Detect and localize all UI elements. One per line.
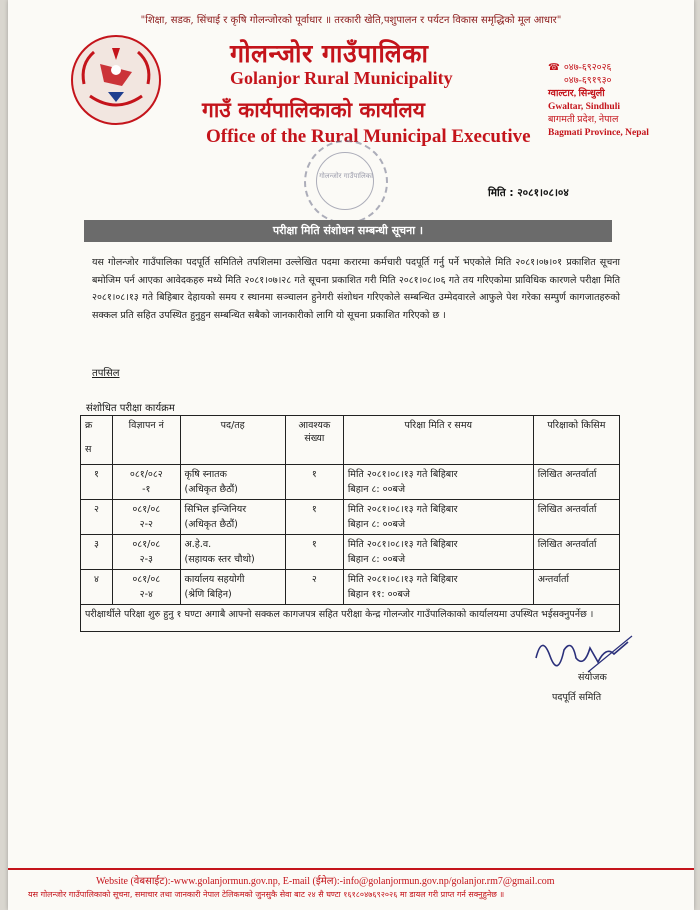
cell-ad-no: ०८१/०८ २-२	[113, 500, 180, 535]
stamp-text: गोलन्जोर गाउँपालिका	[319, 172, 373, 180]
cell-sn: ३	[81, 535, 113, 570]
cell-exam-type: अन्तर्वार्ता	[533, 570, 619, 605]
footer-divider	[8, 868, 694, 870]
footer-contact: Website (वेबसाईट):-www.golanjormun.gov.np, E-mail (ईमेल):-info@golanjormun.gov.np/golanjor.rm7@gmail.com	[96, 876, 555, 887]
stamp-inner-ring	[316, 152, 374, 210]
phone-icon: ☎	[548, 63, 560, 73]
notice-date: मिति : २०८१।०८।०४	[488, 187, 569, 199]
nepal-emblem-icon	[70, 34, 162, 126]
col-datetime: परिक्षा मिति र समय	[343, 416, 533, 465]
notice-body: यस गोलन्जोर गाउँपालिका पदपूर्ति समितिले तपशिलमा उल्लेखित पदमा करारमा कर्मचारी पदपूर्ति गर्नु पर्ने भएकोले मिति २०८१।०७।०१ प्रकाशित सूचना बमोजिम पर्न आएका आवेदकहरु मध्ये मिति २०८१।०७।२८ गते सूचना प्रकाशित गरी मिति २०८१।०८।०६ गते तय गरिएकोमा प्राविधिक कारणले परीक्षा मिति २०८१।०८।१३ गते बिहिबार देहायको समय र स्थानमा सञ्चालन हुनेगरी संशोधन गरिएकोले सम्बन्धित उम्मेदवारले आफुले पेश गरेका सम्पुर्ण कागजातहरुको सक्कल प्रति सहित उपस्थित हुनुहुन सम्बन्धित सबैको जानकारीको लागि यो सूचना प्रकाशित गरिएको छ ।	[92, 257, 620, 321]
cell-count: १	[285, 465, 343, 500]
office-name-english: Office of the Rural Municipal Executive	[206, 126, 531, 147]
schedule-title: संशोधित परीक्षा कार्यक्रम	[86, 403, 175, 414]
cell-sn: २	[81, 500, 113, 535]
municipality-name-english: Golanjor Rural Municipality	[230, 68, 453, 88]
cell-sn: १	[81, 465, 113, 500]
cell-datetime: मिति २०८१।०८।१३ गते बिहिबार बिहान ८: ००बजे	[343, 465, 533, 500]
phone-2: ०४७-६९१९३०	[563, 76, 612, 86]
cell-count: २	[285, 570, 343, 605]
phone-1: ०४७-६९२०२६	[563, 63, 612, 73]
address-english: Gwaltar, Sindhuli	[548, 102, 620, 112]
col-exam-type: परिक्षाको किसिम	[533, 416, 619, 465]
motto: "शिक्षा, सडक, सिंचाई र कृषि गोलन्जोरको पूर्वाधार ॥ तरकारी खेति,पशुपालन र पर्यटन विकास समृद्धिको मूल आधार"	[140, 15, 562, 26]
cell-count: १	[285, 535, 343, 570]
cell-exam-type: लिखित अन्तर्वार्ता	[533, 465, 619, 500]
notice-title: परीक्षा मिति संशोधन सम्बन्धी सूचना ।	[84, 220, 612, 242]
table-row	[81, 570, 620, 605]
col-sn: क्र स	[81, 416, 113, 465]
cell-post: कार्यालय सहयोगी (श्रेणि बिहिन)	[180, 570, 285, 605]
office-name-nepali: गाउँ कार्यपालिकाको कार्यालय	[202, 97, 425, 122]
col-ad-no: विज्ञापन नं	[113, 416, 180, 465]
province-nepali: बागमती प्रदेश, नेपाल	[548, 115, 619, 125]
cell-count: १	[285, 500, 343, 535]
office-stamp	[304, 140, 388, 224]
cell-ad-no: ०८१/०८ २-३	[113, 535, 180, 570]
col-count: आवश्यक संख्या	[285, 416, 343, 465]
table-row	[81, 500, 620, 535]
cell-exam-type: लिखित अन्तर्वार्ता	[533, 535, 619, 570]
table-header-row	[81, 416, 620, 465]
province-english: Bagmati Province, Nepal	[548, 128, 649, 138]
table-row	[81, 465, 620, 500]
exam-schedule-table	[80, 415, 620, 632]
cell-datetime: मिति २०८१।०८।१३ गते बिहिबार बिहान ११: ००बजे	[343, 570, 533, 605]
col-post: पद/तह	[180, 416, 285, 465]
cell-post: अ.हे.व. (सहायक स्तर चौथो)	[180, 535, 285, 570]
cell-datetime: मिति २०८१।०८।१३ गते बिहिबार बिहान ८: ००बजे	[343, 535, 533, 570]
contact-block	[548, 62, 672, 140]
notice-page	[8, 0, 694, 910]
cell-sn: ४	[81, 570, 113, 605]
signatory-committee: पदपूर्ति समिति	[552, 692, 602, 703]
cell-post: कृषि स्नातक (अधिकृत छैठौं)	[180, 465, 285, 500]
table-row	[81, 535, 620, 570]
cell-ad-no: ०८१/०८२ -१	[113, 465, 180, 500]
municipality-name-nepali: गोलन्जोर गाउँपालिका	[230, 39, 429, 68]
table-footnote: परीक्षार्थीले परिक्षा शुरु हुनु १ घण्टा अगाबै आफ्नो सक्कल कागजपत्र सहित परीक्षा केन्द्र गोलन्जोर गाउँपालिकाको कार्यालयमा उपस्थित भईसक्नुपर्नेछ ।	[81, 605, 620, 632]
tapsil-label: तपसिल	[92, 368, 120, 379]
cell-ad-no: ०८१/०८ २-४	[113, 570, 180, 605]
cell-exam-type: लिखित अन्तर्वार्ता	[533, 500, 619, 535]
cell-post: सिभिल इन्जिनियर (अधिकृत छैठौं)	[180, 500, 285, 535]
signatory-role: संयोजक	[578, 672, 607, 683]
cell-datetime: मिति २०८१।०८।१३ गते बिहिबार बिहान ८: ००बजे	[343, 500, 533, 535]
address-nepali: ग्वाल्टार, सिन्धुली	[548, 89, 605, 99]
footer-notice: यस गोलन्जोर गाउँपालिकाको सूचना, समाचार तथा जानकारी नेपाल टेलिकमको जुनसुकै सेवा बाट २४ सै घण्टा १६१८०४७६९२०२६ मा डायल गरी प्राप्त गर्न सक्नुहुनेछ ॥	[28, 890, 505, 899]
